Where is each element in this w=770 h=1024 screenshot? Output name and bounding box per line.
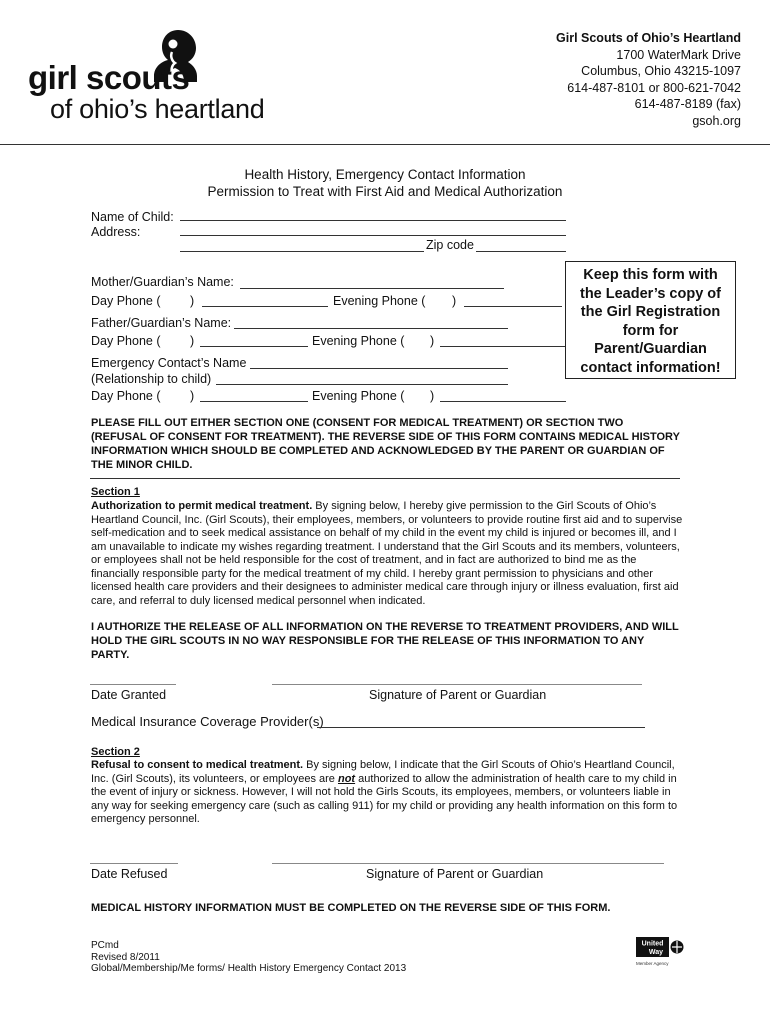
keep-line-6: contact information! bbox=[580, 359, 721, 376]
section2-body-after: authorized to allow the administration of health care to my child in the event of injury or sickness. However, I will not hold the Girls Scouts, its employees, members, or volunteers liable in any way for seeking emergency care (such as calling 911) for my child or providing any health information on this form to emergency personnel. bbox=[91, 772, 678, 825]
section2-heading: Section 2 bbox=[91, 746, 140, 758]
org-fax: 614-487-8189 (fax) bbox=[634, 97, 741, 112]
org-phones: 614-487-8101 or 800-621-7042 bbox=[567, 80, 741, 95]
keep-line-2: the Leader’s copy of bbox=[579, 285, 721, 302]
logo-wordmark: girl scouts bbox=[28, 59, 190, 96]
father-name-field[interactable] bbox=[234, 328, 508, 329]
header-divider bbox=[0, 144, 770, 145]
instructions-text: PLEASE FILL OUT EITHER SECTION ONE (CONSENT FOR MEDICAL TREATMENT) OR SECTION TWO (REFUSAL OF CONSENT FOR TREATMENT). THE REVERSE SIDE OF THIS FORM CONTAINS MEDICAL HISTORY INFORMATION WHICH SHOULD BE COMPLETED AND ACKNOWLEDGED BY THE PARENT OR GUARDIAN OF THE MINOR CHILD. bbox=[91, 417, 680, 471]
date-granted-label: Date Granted bbox=[91, 688, 167, 702]
section2-paragraph bbox=[91, 759, 683, 827]
insurance-field[interactable] bbox=[317, 727, 645, 728]
father-name-label: Father/Guardian’s Name: bbox=[91, 316, 232, 330]
footer-info bbox=[91, 940, 406, 975]
zip-code-field[interactable] bbox=[476, 251, 566, 252]
section2-not-word: not bbox=[337, 772, 356, 785]
emergency-evening-paren: ) bbox=[430, 389, 435, 403]
keep-line-4: form for bbox=[622, 322, 679, 339]
refusal-signature-field[interactable] bbox=[272, 863, 664, 864]
footer-form-code: PCmd bbox=[91, 940, 119, 951]
father-evening-paren: ) bbox=[430, 334, 435, 348]
father-day-paren: ) bbox=[190, 334, 195, 348]
section1-paragraph bbox=[91, 500, 683, 608]
address-line2-field[interactable] bbox=[180, 251, 424, 252]
mother-day-phone-field[interactable] bbox=[202, 306, 328, 307]
refusal-signature-label: Signature of Parent or Guardian bbox=[366, 867, 544, 881]
united-way-logo bbox=[636, 937, 684, 967]
uw-line2: Way bbox=[648, 949, 664, 956]
org-address-line2: Columbus, Ohio 43215-1097 bbox=[581, 64, 741, 79]
org-contact-block bbox=[556, 30, 741, 130]
mother-evening-phone-label: Evening Phone ( bbox=[333, 294, 426, 308]
date-refused-label: Date Refused bbox=[91, 867, 168, 881]
org-address-line1: 1700 WaterMark Drive bbox=[616, 47, 741, 62]
emergency-evening-phone-field[interactable] bbox=[440, 401, 566, 402]
section2-lead: Refusal to consent to medical treatment. bbox=[91, 759, 304, 771]
date-refused-field[interactable] bbox=[90, 863, 178, 864]
zip-code-label: Zip code bbox=[426, 238, 474, 252]
org-name: Girl Scouts of Ohio’s Heartland bbox=[556, 31, 741, 45]
section-divider bbox=[90, 478, 680, 479]
reverse-side-note: MEDICAL HISTORY INFORMATION MUST BE COMPLETED ON THE REVERSE SIDE OF THIS FORM. bbox=[91, 902, 611, 914]
mother-evening-paren: ) bbox=[452, 294, 457, 308]
father-day-phone-field[interactable] bbox=[200, 346, 308, 347]
relationship-field[interactable] bbox=[216, 384, 508, 385]
insurance-label: Medical Insurance Coverage Provider(s) bbox=[91, 714, 324, 729]
child-name-field[interactable] bbox=[180, 220, 566, 221]
footer-revised: Revised 8/2011 bbox=[91, 951, 160, 963]
form-title: Health History, Emergency Contact Information bbox=[244, 167, 526, 182]
keep-line-5: Parent/Guardian bbox=[594, 341, 707, 357]
emergency-day-paren: ) bbox=[190, 389, 195, 403]
mother-day-phone-label: Day Phone ( bbox=[91, 294, 161, 308]
section1-heading: Section 1 bbox=[91, 486, 140, 498]
emergency-name-field[interactable] bbox=[250, 368, 508, 369]
father-day-phone-label: Day Phone ( bbox=[91, 334, 161, 348]
father-evening-phone-field[interactable] bbox=[440, 346, 566, 347]
section1-release-text: I AUTHORIZE THE RELEASE OF ALL INFORMATION ON THE REVERSE TO TREATMENT PROVIDERS, AND WILL HOLD THE GIRL SCOUTS IN NO WAY RESPONSIBLE FOR THE RELEASE OF THIS INFORMATION TO ANY PARTY. bbox=[91, 621, 679, 661]
keep-line-3: the Girl Registration bbox=[580, 304, 721, 320]
child-name-label: Name of Child: bbox=[91, 210, 174, 224]
org-website: gsoh.org bbox=[692, 113, 741, 128]
uw-line3: Member Agency bbox=[636, 961, 669, 966]
mother-name-label: Mother/Guardian’s Name: bbox=[91, 275, 234, 289]
emergency-day-phone-label: Day Phone ( bbox=[91, 389, 161, 403]
consent-signature-label: Signature of Parent or Guardian bbox=[369, 688, 547, 702]
mother-name-field[interactable] bbox=[240, 288, 504, 289]
keep-form-notice bbox=[565, 261, 736, 379]
mother-evening-phone-field[interactable] bbox=[464, 306, 562, 307]
logo-subtitle: of ohio’s heartland bbox=[50, 94, 265, 124]
consent-signature-field[interactable] bbox=[272, 684, 642, 685]
form-subtitle: Permission to Treat with First Aid and Medical Authorization bbox=[207, 184, 563, 199]
uw-line1: United bbox=[641, 940, 664, 948]
section2-body-before: By signing below, I indicate that the Girl Scouts of Ohio’s Heartland Council, Inc. (Girl Scouts), its volunteers, or employees are bbox=[91, 759, 675, 785]
footer-file-path: Global/Membership/Me forms/ Health History Emergency Contact 2013 bbox=[91, 963, 407, 975]
address-field[interactable] bbox=[180, 235, 566, 236]
section1-body: By signing below, I hereby give permission to the Girl Scouts of Ohio’s Heartland Council, Inc. (Girl Scouts), their employees, members, or volunteers to provide routine first aid and to supervise self-medication and to seek medical assistance on behalf of my child in the event my child is injured or becomes ill, and I am unavailable to indicate my wishes regarding treatment. I understand that the Girl Scouts and its members, volunteers, or employees shall not be held responsible for the cost of treatment, and in fact are authorized to bind me as the financially responsible party for the medical treatment of my child. I hereby grant permission to physicians and other licensed health care providers and their designees to administer medical care through injury or illness evaluation, first aid care, and referral to duly licensed medical personnel when indicated. bbox=[91, 500, 683, 607]
emergency-evening-phone-label: Evening Phone ( bbox=[312, 389, 405, 403]
emergency-name-label: Emergency Contact’s Name bbox=[91, 356, 247, 370]
relationship-label: (Relationship to child) bbox=[91, 372, 212, 386]
mother-day-paren: ) bbox=[190, 294, 195, 308]
address-label: Address: bbox=[91, 225, 141, 239]
date-granted-field[interactable] bbox=[90, 684, 176, 685]
emergency-day-phone-field[interactable] bbox=[200, 401, 308, 402]
father-evening-phone-label: Evening Phone ( bbox=[312, 334, 405, 348]
keep-line-1: Keep this form with bbox=[583, 267, 718, 283]
section1-lead: Authorization to permit medical treatment. bbox=[91, 500, 313, 512]
